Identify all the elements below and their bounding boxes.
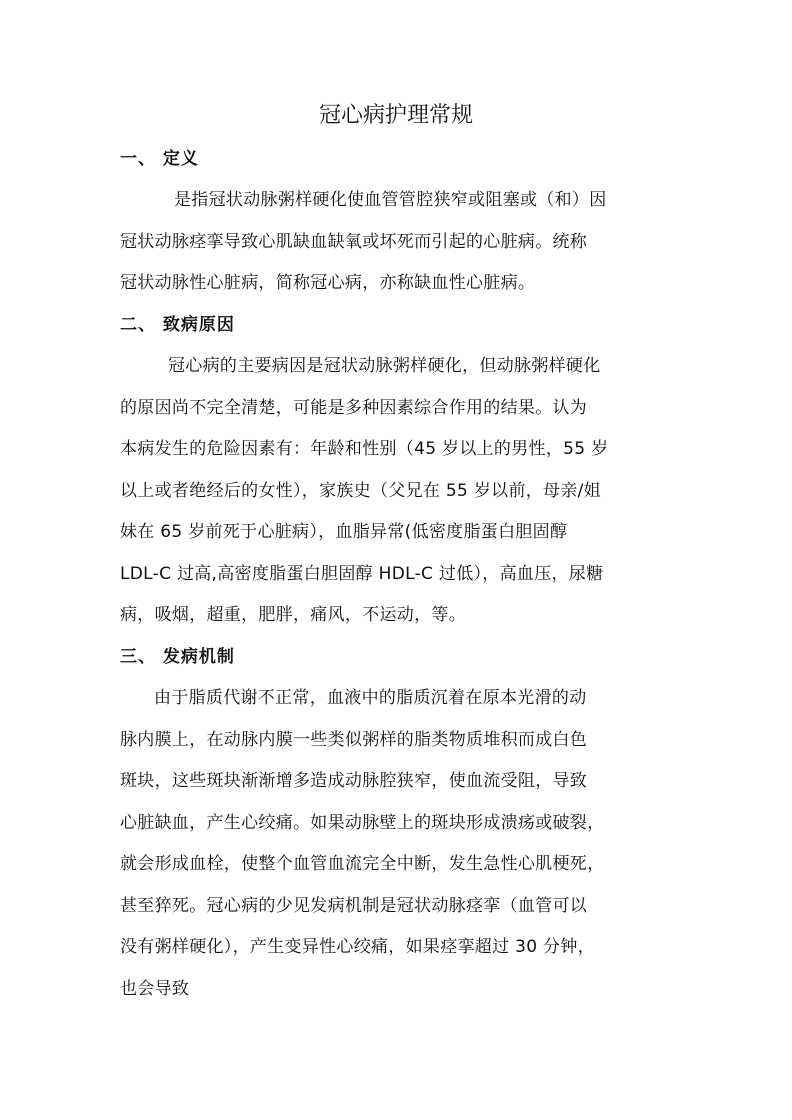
paragraph-line: 妹在 65 岁前死于心脏病），血脂异常(低密度脂蛋白胆固醇 [120,522,568,542]
paragraph-line: 没有粥样硬化），产生变异性心绞痛，如果痉挛超过 30 分钟， [120,937,595,957]
page-title: 冠心病护理常规 [318,103,473,128]
paragraph-line: 冠状动脉性心脏病，简称冠心病，亦称缺血性心脏病。 [120,273,536,293]
paragraph-line: 甚至猝死。冠心病的少见发病机制是冠状动脉痉挛（血管可以 [120,895,588,916]
paragraph-line: 是指冠状动脉粥样硬化使血管管腔狭窄或阻塞或（和）因 [174,190,607,210]
paragraph-line: 由于脂质代谢不正常，血液中的脂质沉着在原本光滑的动 [154,688,587,708]
paragraph-line: 脉内膜上，在动脉内膜一些类似粥样的脂类物质堆积而成白色 [120,729,588,750]
section-heading-mechanism: 三、 发病机制 [120,647,235,667]
paragraph-line: 本病发生的危险因素有：年龄和性别（45 岁以上的男性，55 岁 [120,439,609,459]
paragraph-line: 冠心病的主要病因是冠状动脉粥样硬化，但动脉粥样硬化 [168,356,601,376]
paragraph-line: LDL-C 过高,高密度脂蛋白胆固醇 HDL-C 过低），高血压，尿糖 [120,563,604,584]
paragraph-line: 病，吸烟，超重，肥胖，痛风，不运动，等。 [120,605,466,625]
paragraph-line: 冠状动脉痉挛导致心肌缺血缺氧或坏死而引起的心脏病。统称 [120,231,588,252]
paragraph-line: 心脏缺血，产生心绞痛。如果动脉壁上的斑块形成溃疡或破裂， [120,812,605,833]
section-heading-definition: 一、 定义 [120,149,199,169]
paragraph-line: 也会导致 [120,978,190,999]
section-paragraph-definition [120,180,672,305]
paragraph-line: 以上或者绝经后的女性），家族史（父兄在 55 岁以前，母亲/姐 [120,480,601,501]
section-heading-causes: 二、 致病原因 [120,315,235,335]
paragraph-line: 斑块，这些斑块渐渐增多造成动脉腔狭窄，使血流受阻，导致 [120,771,588,791]
paragraph-line: 的原因尚不完全清楚，可能是多种因素综合作用的结果。认为 [120,397,588,418]
section-paragraph-mechanism [120,678,672,1010]
section-paragraph-causes [120,346,672,637]
paragraph-line: 就会形成血栓，使整个血管血流完全中断，发生急性心肌梗死， [120,854,605,874]
